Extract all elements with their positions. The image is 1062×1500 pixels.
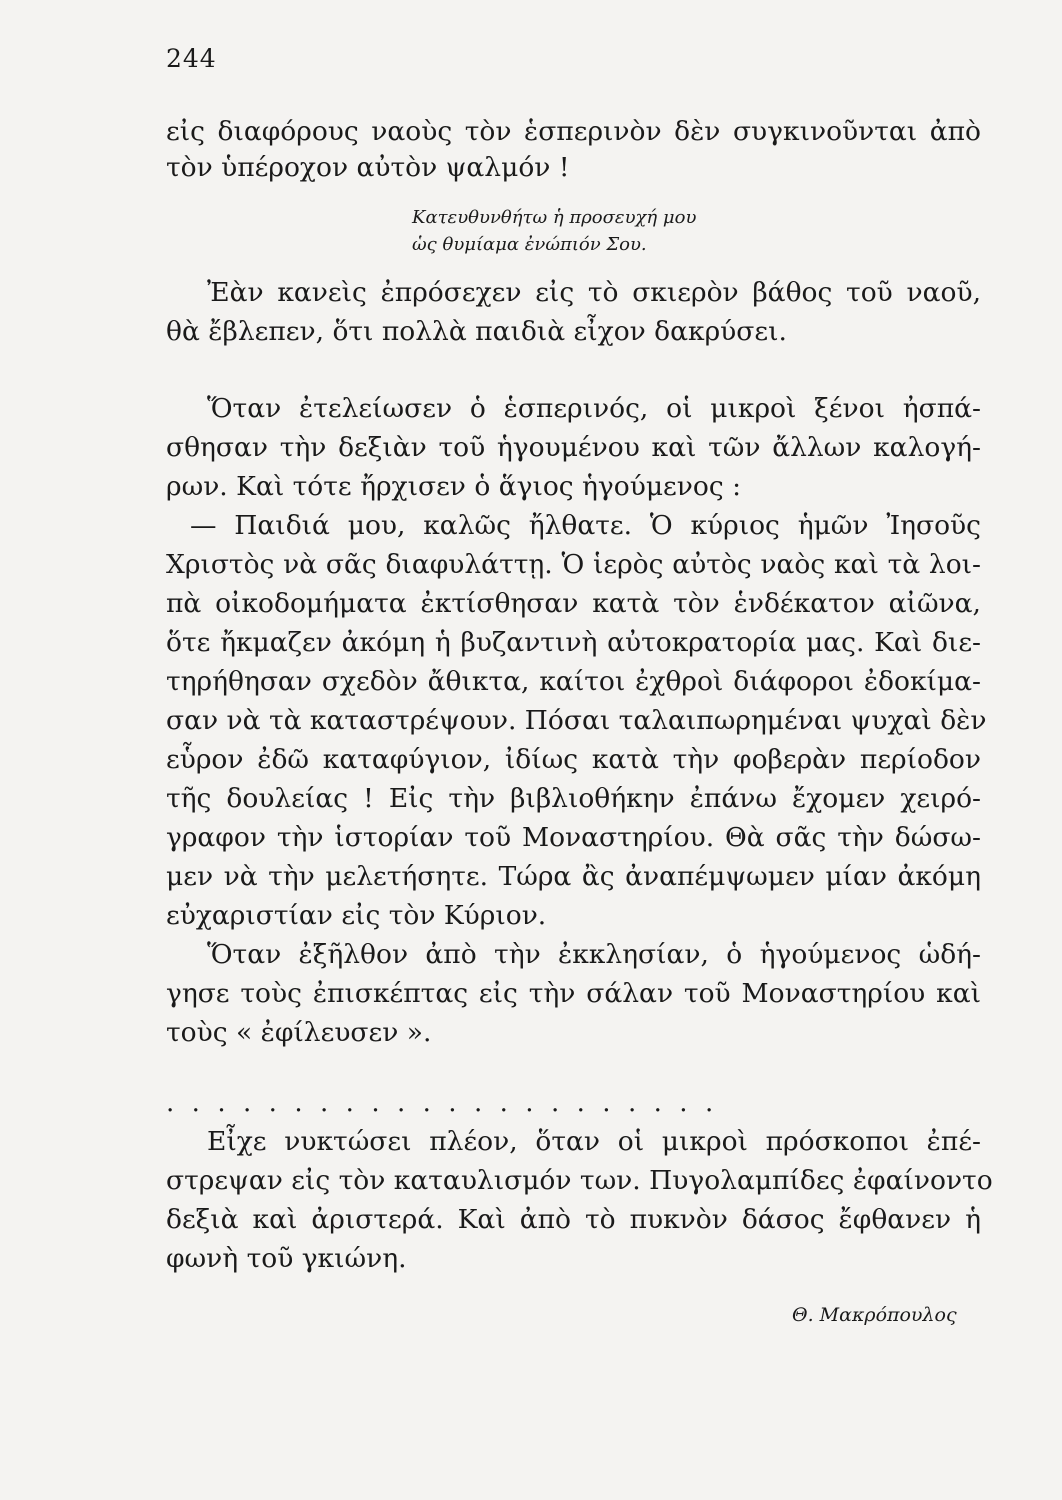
- text-line: Ὅταν ἐξῆλθον ἀπὸ τὴν ἐκκλησίαν, ὁ ἡγούμενος ὡδή-: [207, 939, 981, 970]
- text-line: ρων. Καὶ τότε ἤρχισεν ὁ ἅγιος ἡγούμενος :: [166, 471, 742, 502]
- verse-line: Κατευθυνθήτω ἡ προσευχή μου: [412, 207, 697, 228]
- text-line: Ἐὰν κανεὶς ἐπρόσεχεν εἰς τὸ σκιερὸν βάθος τοῦ ναοῦ,: [207, 277, 981, 308]
- text-line: μεν νὰ τὴν μελετήσητε. Τώρα ἂς ἀναπέμψωμεν μίαν ἀκόμη: [166, 861, 981, 892]
- text-line: στρεψαν εἰς τὸν καταυλισμόν των. Πυγολαμπίδες ἐφαίνοντο: [166, 1165, 993, 1196]
- text-line: σαν νὰ τὰ καταστρέψουν. Πόσαι ταλαιπωρημέναι ψυχαὶ δὲν: [166, 705, 987, 736]
- text-line: Εἶχε νυκτώσει πλέον, ὅταν οἱ μικροὶ πρόσκοποι ἐπέ-: [207, 1126, 981, 1157]
- verse-line: ὡς θυμίαμα ἐνώπιόν Σου.: [412, 234, 647, 255]
- text-line: τῆς δουλείας ! Εἰς τὴν βιβλιοθήκην ἐπάνω ἔχομεν χειρό-: [166, 783, 981, 814]
- text-line: φωνὴ τοῦ γκιώνη.: [166, 1243, 407, 1274]
- text-line: Χριστὸς νὰ σᾶς διαφυλάττῃ. Ὁ ἱερὸς αὐτὸς ναὸς καὶ τὰ λοι-: [166, 549, 981, 580]
- text-line: τοὺς « ἐφίλευσεν ».: [166, 1017, 432, 1048]
- dotted-separator: ......................: [166, 1088, 731, 1118]
- text-line: ὅτε ἤκμαζεν ἀκόμη ἡ βυζαντινὴ αὐτοκρατορία μας. Καὶ διε-: [166, 627, 981, 658]
- page-number: 244: [166, 44, 217, 73]
- text-line: δεξιὰ καὶ ἀριστερά. Καὶ ἀπὸ τὸ πυκνὸν δάσος ἔφθανεν ἡ: [166, 1204, 981, 1235]
- text-line: τηρήθησαν σχεδὸν ἄθικτα, καίτοι ἐχθροὶ διάφοροι ἐδοκίμα-: [166, 666, 981, 697]
- text-line: εὗρον ἐδῶ καταφύγιον, ἰδίως κατὰ τὴν φοβερὰν περίοδον: [166, 744, 981, 775]
- text-line: πὰ οἰκοδομήματα ἐκτίσθησαν κατὰ τὸν ἑνδέκατον αἰῶνα,: [166, 588, 981, 619]
- text-line: σθησαν τὴν δεξιὰν τοῦ ἡγουμένου καὶ τῶν ἄλλων καλογή-: [166, 432, 981, 463]
- text-line: θὰ ἔβλεπεν, ὅτι πολλὰ παιδιὰ εἶχον δακρύσει.: [166, 316, 787, 347]
- author-signature: Θ. Μακρόπουλος: [792, 1304, 957, 1326]
- text-line: γραφον τὴν ἱστορίαν τοῦ Μοναστηρίου. Θὰ σᾶς τὴν δώσω-: [166, 822, 981, 853]
- text-line: τὸν ὑπέροχον αὐτὸν ψαλμόν !: [166, 152, 570, 183]
- text-line: Ὅταν ἐτελείωσεν ὁ ἑσπερινός, οἱ μικροὶ ξένοι ἠσπά-: [207, 393, 981, 424]
- text-line: — Παιδιά μου, καλῶς ἤλθατε. Ὁ κύριος ἡμῶν Ἰησοῦς: [190, 510, 981, 541]
- text-line: εὐχαριστίαν εἰς τὸν Κύριον.: [166, 900, 547, 931]
- text-line: εἰς διαφόρους ναοὺς τὸν ἑσπερινὸν δὲν συγκινοῦνται ἀπὸ: [166, 116, 981, 147]
- text-line: γησε τοὺς ἐπισκέπτας εἰς τὴν σάλαν τοῦ Μοναστηρίου καὶ: [166, 978, 981, 1009]
